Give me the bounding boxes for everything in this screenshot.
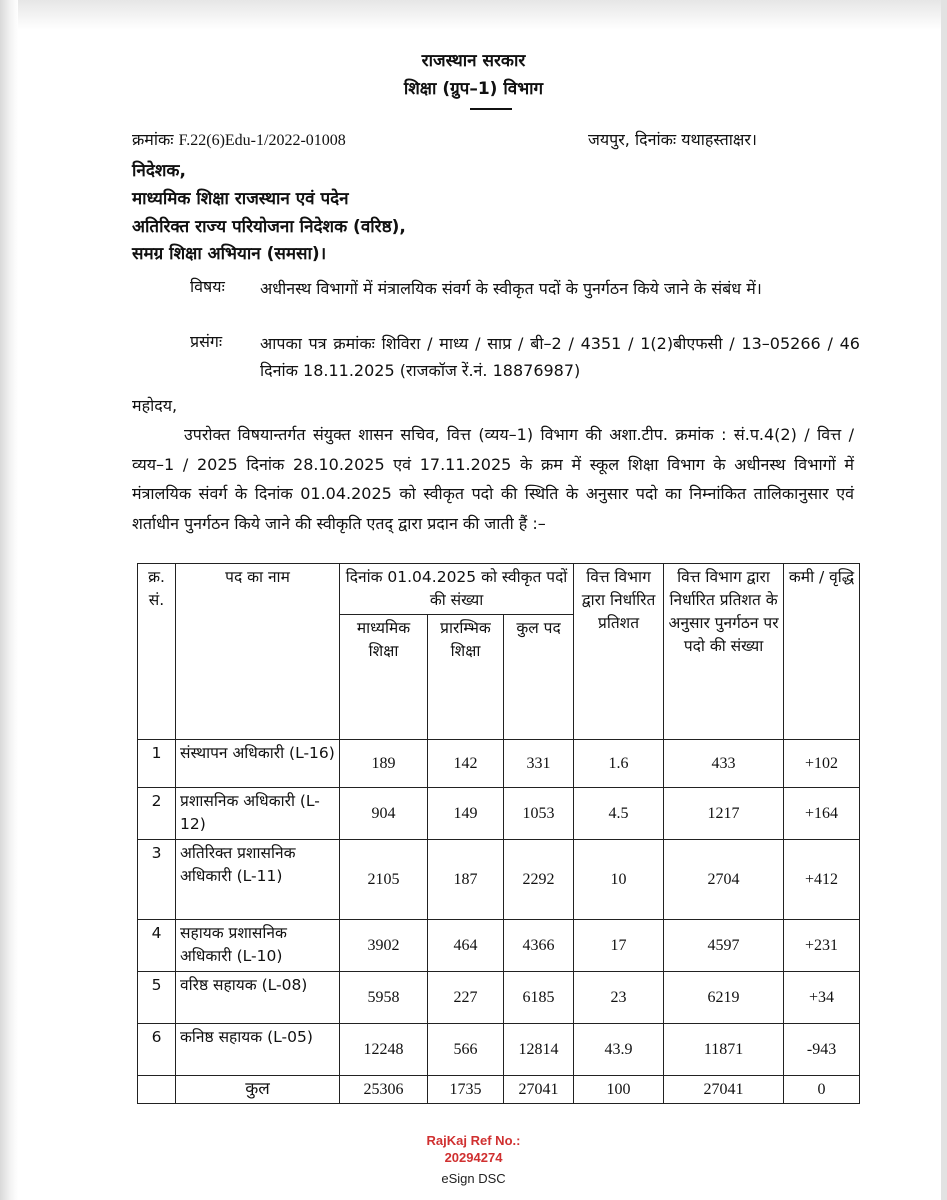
esign-label: eSign DSC — [441, 1171, 506, 1186]
header-elementary: प्रारम्भिक शिक्षा — [428, 615, 504, 740]
header-percent: वित्त विभाग द्वारा निर्धारित प्रतिशत — [574, 564, 664, 740]
header-secondary: माध्यमिक शिक्षा — [340, 615, 428, 740]
cell-change: -943 — [784, 1024, 860, 1076]
reference-value: F.22(6)Edu-1/2022-01008 — [178, 132, 346, 149]
cell-elementary: 149 — [428, 788, 504, 840]
cell-sno: 5 — [138, 972, 176, 1024]
cell-elementary: 464 — [428, 920, 504, 972]
cell-percent: 17 — [574, 920, 664, 972]
cell-total-revised: 27041 — [664, 1076, 784, 1104]
cell-change: +164 — [784, 788, 860, 840]
cell-elementary: 566 — [428, 1024, 504, 1076]
cell-revised: 4597 — [664, 920, 784, 972]
cell-total-secondary: 25306 — [340, 1076, 428, 1104]
cell-secondary: 189 — [340, 740, 428, 788]
header-underline — [470, 108, 512, 110]
cell-secondary: 12248 — [340, 1024, 428, 1076]
cell-total: 331 — [504, 740, 574, 788]
body-text: उपरोक्त विषयान्तर्गत संयुक्त शासन सचिव, वित्त (व्यय–1) विभाग की अशा.टीप. क्रमांक : सं.प.4(2) / वित्त / व्यय–1 / 2025 दिनांक 28.10.2025 एवं 17.11.2025 के क्रम में स्कूल शिक्षा विभाग के अधीनस्थ विभागों में मंत्रालयिक संवर्ग के दिनांक 01.04.2025 को स्वीकृत पदो की स्थिति के अनुसार पदो का निम्नांकित तालिकानुसार एवं शर्ताधीन पुनर्गठन किये जाने की स्वीकृति एतद् द्वारा प्रदान की जाती हैं :– — [132, 425, 854, 533]
cell-percent: 10 — [574, 840, 664, 920]
cell-total-total: 27041 — [504, 1076, 574, 1104]
cell-sno: 4 — [138, 920, 176, 972]
cell-secondary: 904 — [340, 788, 428, 840]
cell-total-elementary: 1735 — [428, 1076, 504, 1104]
cell-revised: 2704 — [664, 840, 784, 920]
table-row — [138, 788, 860, 840]
header-government: राजस्थान सरकार — [421, 51, 526, 71]
cell-secondary: 3902 — [340, 920, 428, 972]
header-sanctioned: दिनांक 01.04.2025 को स्वीकृत पदों की संख्या — [340, 564, 574, 615]
cell-elementary: 227 — [428, 972, 504, 1024]
header-post: पद का नाम — [176, 564, 340, 740]
place-date: जयपुर, दिनांकः यथाहस्ताक्षर। — [588, 130, 757, 149]
header-revised: वित्त विभाग द्वारा निर्धारित प्रतिशत के अनुसार पुनर्गठन पर पदो की संख्या — [664, 564, 784, 740]
reference-number — [132, 128, 346, 150]
cell-total: 6185 — [504, 972, 574, 1024]
cell-post: कनिष्ठ सहायक (L-05) — [176, 1024, 340, 1076]
cell-revised: 1217 — [664, 788, 784, 840]
header-department: शिक्षा (ग्रुप–1) विभाग — [403, 79, 544, 99]
reference-label: क्रमांकः — [132, 130, 174, 149]
cell-percent: 43.9 — [574, 1024, 664, 1076]
cell-total: 2292 — [504, 840, 574, 920]
table-total-row — [138, 1076, 860, 1104]
cell-percent: 1.6 — [574, 740, 664, 788]
addressee-line: निदेशक, — [132, 161, 186, 181]
cell-post: सहायक प्रशासनिक अधिकारी (L-10) — [176, 920, 340, 972]
cell-percent: 23 — [574, 972, 664, 1024]
cell-secondary: 2105 — [340, 840, 428, 920]
posts-table — [137, 563, 860, 1104]
cell-secondary: 5958 — [340, 972, 428, 1024]
context-label: प्रसंगः — [190, 332, 223, 351]
cell-change: +102 — [784, 740, 860, 788]
cell-elementary: 187 — [428, 840, 504, 920]
cell-total: 12814 — [504, 1024, 574, 1076]
cell-change: +412 — [784, 840, 860, 920]
cell-post: प्रशासनिक अधिकारी (L-12) — [176, 788, 340, 840]
cell-revised: 6219 — [664, 972, 784, 1024]
header-change: कमी / वृद्धि — [784, 564, 860, 740]
cell-revised: 11871 — [664, 1024, 784, 1076]
subject-label: विषयः — [190, 277, 225, 296]
cell-total-percent: 100 — [574, 1076, 664, 1104]
cell-revised: 433 — [664, 740, 784, 788]
cell-post: अतिरिक्त प्रशासनिक अधिकारी (L-11) — [176, 840, 340, 920]
table-row — [138, 972, 860, 1024]
rajkaj-ref-number: 20294274 — [444, 1150, 503, 1165]
addressee-line: माध्यमिक शिक्षा राजस्थान एवं पदेन — [132, 189, 349, 209]
page-shadow-left — [0, 0, 18, 1200]
body-paragraph — [132, 420, 854, 538]
cell-change: +231 — [784, 920, 860, 972]
cell-post: वरिष्ठ सहायक (L-08) — [176, 972, 340, 1024]
cell-post: संस्थापन अधिकारी (L-16) — [176, 740, 340, 788]
cell-total-blank — [138, 1076, 176, 1104]
table-row — [138, 1024, 860, 1076]
cell-total: 4366 — [504, 920, 574, 972]
page-shadow-right — [941, 0, 947, 1200]
cell-sno: 1 — [138, 740, 176, 788]
rajkaj-ref-label: RajKaj Ref No.: — [426, 1133, 521, 1148]
context-text: आपका पत्र क्रमांकः शिविरा / माध्य / साप्र / बी–2 / 4351 / 1(2)बीएफसी / 13–05266 / 46 दिनांक 18.11.2025 (राजकॉज रें.नं. 18876987) — [260, 334, 860, 380]
cell-sno: 2 — [138, 788, 176, 840]
cell-change: +34 — [784, 972, 860, 1024]
header-sno: क्र. सं. — [138, 564, 176, 740]
addressee-line: अतिरिक्त राज्य परियोजना निदेशक (वरिष्ठ), — [132, 217, 406, 237]
table-row — [138, 920, 860, 972]
page-shadow-top — [0, 0, 947, 30]
salutation: महोदय, — [132, 396, 178, 415]
table-row — [138, 840, 860, 920]
table-row — [138, 740, 860, 788]
addressee-line: समग्र शिक्षा अभियान (समसा)। — [132, 244, 327, 264]
subject-text: अधीनस्थ विभागों में मंत्रालयिक संवर्ग के स्वीकृत पदों के पुनर्गठन किये जाने के संबंध में। — [260, 279, 762, 298]
cell-sno: 3 — [138, 840, 176, 920]
cell-percent: 4.5 — [574, 788, 664, 840]
cell-total: 1053 — [504, 788, 574, 840]
cell-total-label: कुल — [176, 1076, 340, 1104]
cell-total-change: 0 — [784, 1076, 860, 1104]
header-total: कुल पद — [504, 615, 574, 740]
cell-elementary: 142 — [428, 740, 504, 788]
cell-sno: 6 — [138, 1024, 176, 1076]
